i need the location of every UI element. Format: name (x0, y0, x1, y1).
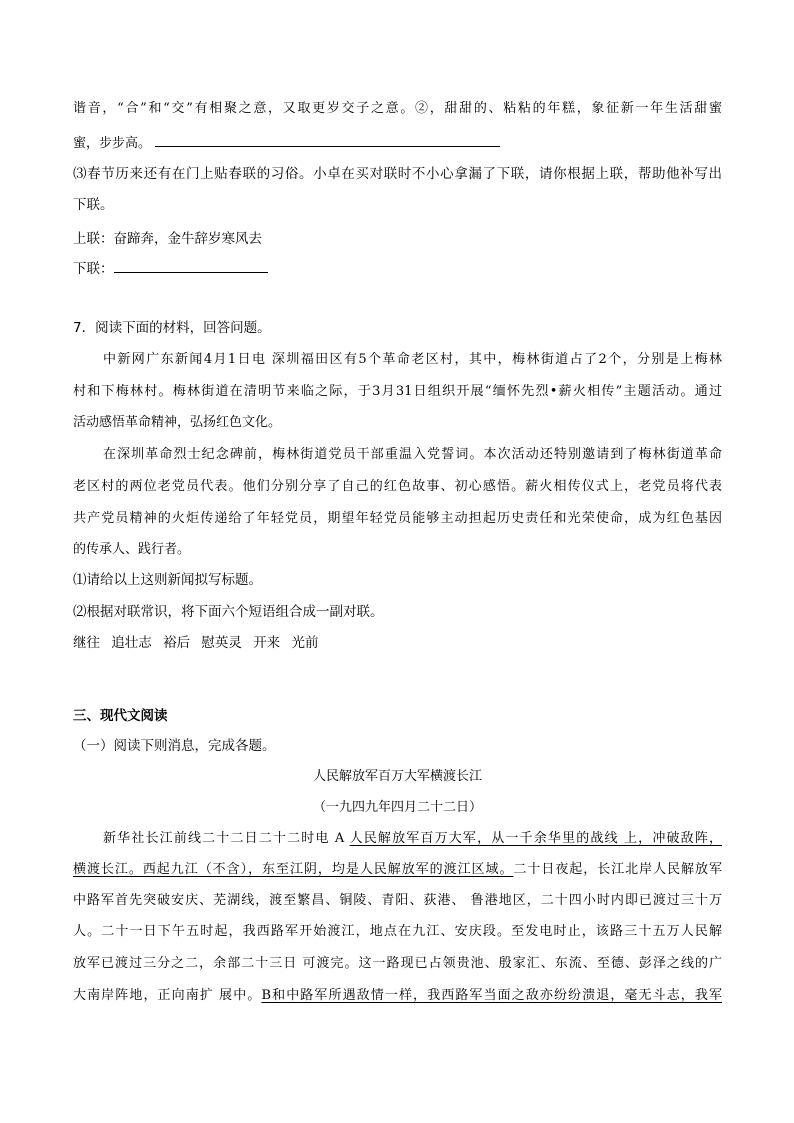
q7-phrases (73, 632, 722, 654)
phrase: 追壮志 (111, 635, 152, 651)
q7-p2-line-3: 共产党员精神的火炬传递给了年轻党员，期望年轻党员能够主动担起历史责任和光荣使命，成为红色基因 (73, 511, 722, 526)
answer-blank-2 (155, 132, 500, 147)
article-text: 中路军首先突破安庆、芜湖线，渡至繁昌、铜陵、青阳、荻港、 鲁港地区，二十四小时内即已渡过三十万 (73, 893, 722, 908)
phrase: 慰英灵 (201, 635, 242, 651)
continuation-line-2-text: 蜜，步步高。 (73, 136, 152, 151)
article-text: 放军已渡过三分之二，余部二十三日 可渡完。这一路现已占领贵池、殷家汇、东流、至德、彭泽之线的广 (73, 956, 722, 971)
continuation-line-1: 谐音，“合”和“交”有相聚之意，又取更岁交子之意。②，甜甜的、粘粘的年糕，象征新一年生活甜蜜 (73, 101, 722, 116)
article-line-1 (103, 828, 722, 850)
article-line-5 (73, 953, 722, 975)
q7-p2-line-2: 老区村的两位老党员代表。他们分别分享了自己的红色故事、初心感悟。薪火相传仪式上，老党员将代表 (73, 479, 722, 494)
part-1-instruction: （一）阅读下则消息，完成各题。 (73, 738, 276, 754)
underlined-sentence-a-cont: 横渡长江。西起九江（不含），东至江阴，均是人民解放军的渡江区域。 (73, 862, 514, 877)
q6-3-prompt-line-2: 下联。 (73, 197, 114, 213)
lower-couplet-label: 下联： (73, 261, 114, 277)
q7-sub-2: ⑵根据对联常识，将下面六个短语组合成一副对联。 (73, 604, 384, 620)
q7-p1-line-3: 活动感悟革命精神，弘扬红色文化。 (73, 415, 282, 430)
article-text: 大南岸阵地，正向南扩 展中。 (73, 988, 262, 1003)
phrase: 继往 (73, 635, 100, 651)
article-title: 人民解放军百万大军横渡长江 (312, 769, 482, 784)
article-line-3 (73, 890, 722, 912)
underlined-sentence-a: 人民解放军百万大军，从一千余华里的战线 上，冲破敌阵， (349, 831, 722, 846)
q7-sub-1: ⑴请给以上这则新闻拟写标题。 (73, 572, 262, 588)
article-text: 二十日夜起，长江北岸人民解放军 (513, 862, 722, 877)
article-date: （一九四九年四月二十二日） (312, 800, 482, 815)
article-text: 新华社长江前线二十二日二十二时电 A (103, 831, 350, 846)
article-line-2 (73, 859, 722, 881)
lower-couplet (73, 258, 722, 280)
section-3-heading: 三、现代文阅读 (73, 708, 168, 724)
article-text: 人。二十一日下午五时起，我西路军开始渡江，地点在九江、安庆段。至发电时止，该路三十五万人民解 (73, 924, 722, 939)
lower-couplet-blank (114, 258, 268, 273)
q7-p2-line-1: 在深圳革命烈士纪念碑前，梅林街道党员干部重温入党誓词。本次活动还特别邀请到了梅林街道革命 (103, 447, 722, 462)
phrase: 光前 (291, 635, 319, 651)
article-line-6 (73, 985, 722, 1007)
q7-p2-line-4: 的传承人、践行者。 (73, 542, 191, 557)
continuation-line-2 (73, 132, 722, 154)
underlined-sentence-b: B和中路军所遇敌情一样，我西路军当面之敌亦纷纷溃退，毫无斗志，我军 (261, 988, 722, 1003)
q7-p1-line-1: 中新网广东新闻4月1日电 深圳福田区有5个革命老区村，其中，梅林街道占了2个，分别是上梅林 (103, 352, 722, 367)
phrase: 裕后 (163, 635, 191, 651)
upper-couplet: 上联：奋蹄奔，金牛辞岁寒风去 (73, 231, 262, 247)
phrase: 开来 (253, 635, 281, 651)
q7-title: 7．阅读下面的材料，回答问题。 (73, 320, 271, 336)
q6-3-prompt-line-1: ⑶春节历来还有在门上贴春联的习俗。小卓在买对联时不小心拿漏了下联，请你根据上联，帮助他补写出 (73, 166, 722, 182)
article-line-4 (73, 921, 722, 943)
q7-p1-line-2: 村和下梅林村。梅林街道在清明节来临之际，于3月31日组织开展“缅怀先烈•薪火相传”主题活动。通过 (73, 384, 722, 399)
